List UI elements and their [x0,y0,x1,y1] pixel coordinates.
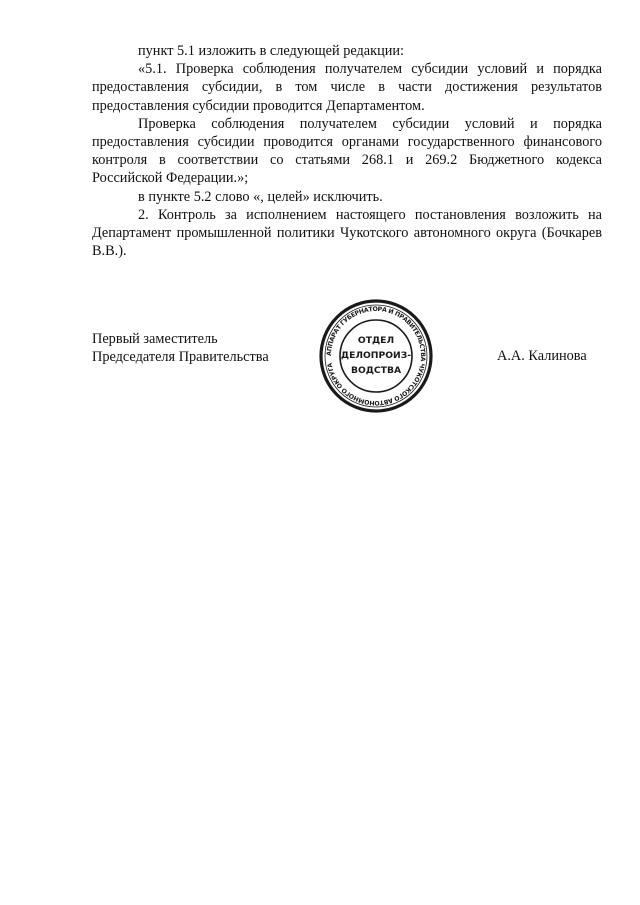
signatory-title-line2: Председателя Правительства [92,348,269,365]
stamp-center-line1: ОТДЕЛ [357,335,395,346]
document-body [92,42,602,260]
paragraph-5-2-change: в пункте 5.2 слово «, целей» исключить. [138,188,383,205]
stamp-seal-icon [318,298,434,414]
paragraph-intro: пункт 5.1 изложить в следующей редакции: [138,43,405,59]
paragraph-5-1-quote: «5.1. Проверка соблюдения получателем субсидии условий и порядка предоставления субсидии, в том числе в части достижения результатов предоставления субсидии проводится Департаментом. [92,61,602,114]
official-stamp [318,298,434,414]
stamp-center-line2: ДЕЛОПРОИЗ- [340,350,412,361]
signatory-name: А.А. Калинова [497,348,587,364]
stamp-center-line3: ВОДСТВА [350,365,402,376]
stamp-ring-text: АППАРАТ ГУБЕРНАТОРА И ПРАВИТЕЛЬСТВА ЧУКОТСКОГО АВТОНОМНОГО ОКРУГА [325,305,427,407]
signatory-title-line1: Первый заместитель [92,331,218,347]
paragraph-control: 2. Контроль за исполнением настоящего постановления возложить на Департамент промышленной политики Чукотского автономного округа (Бочкарев В.В.). [92,206,602,260]
paragraph-verification: Проверка соблюдения получателем субсидии условий и порядка предоставления субсидии проводится органами государственного финансового контроля в соответствии со статьями 268.1 и 269.2 Бюджетного кодекса Российской Федерации.»; [92,115,602,187]
signatory-title [92,331,269,366]
